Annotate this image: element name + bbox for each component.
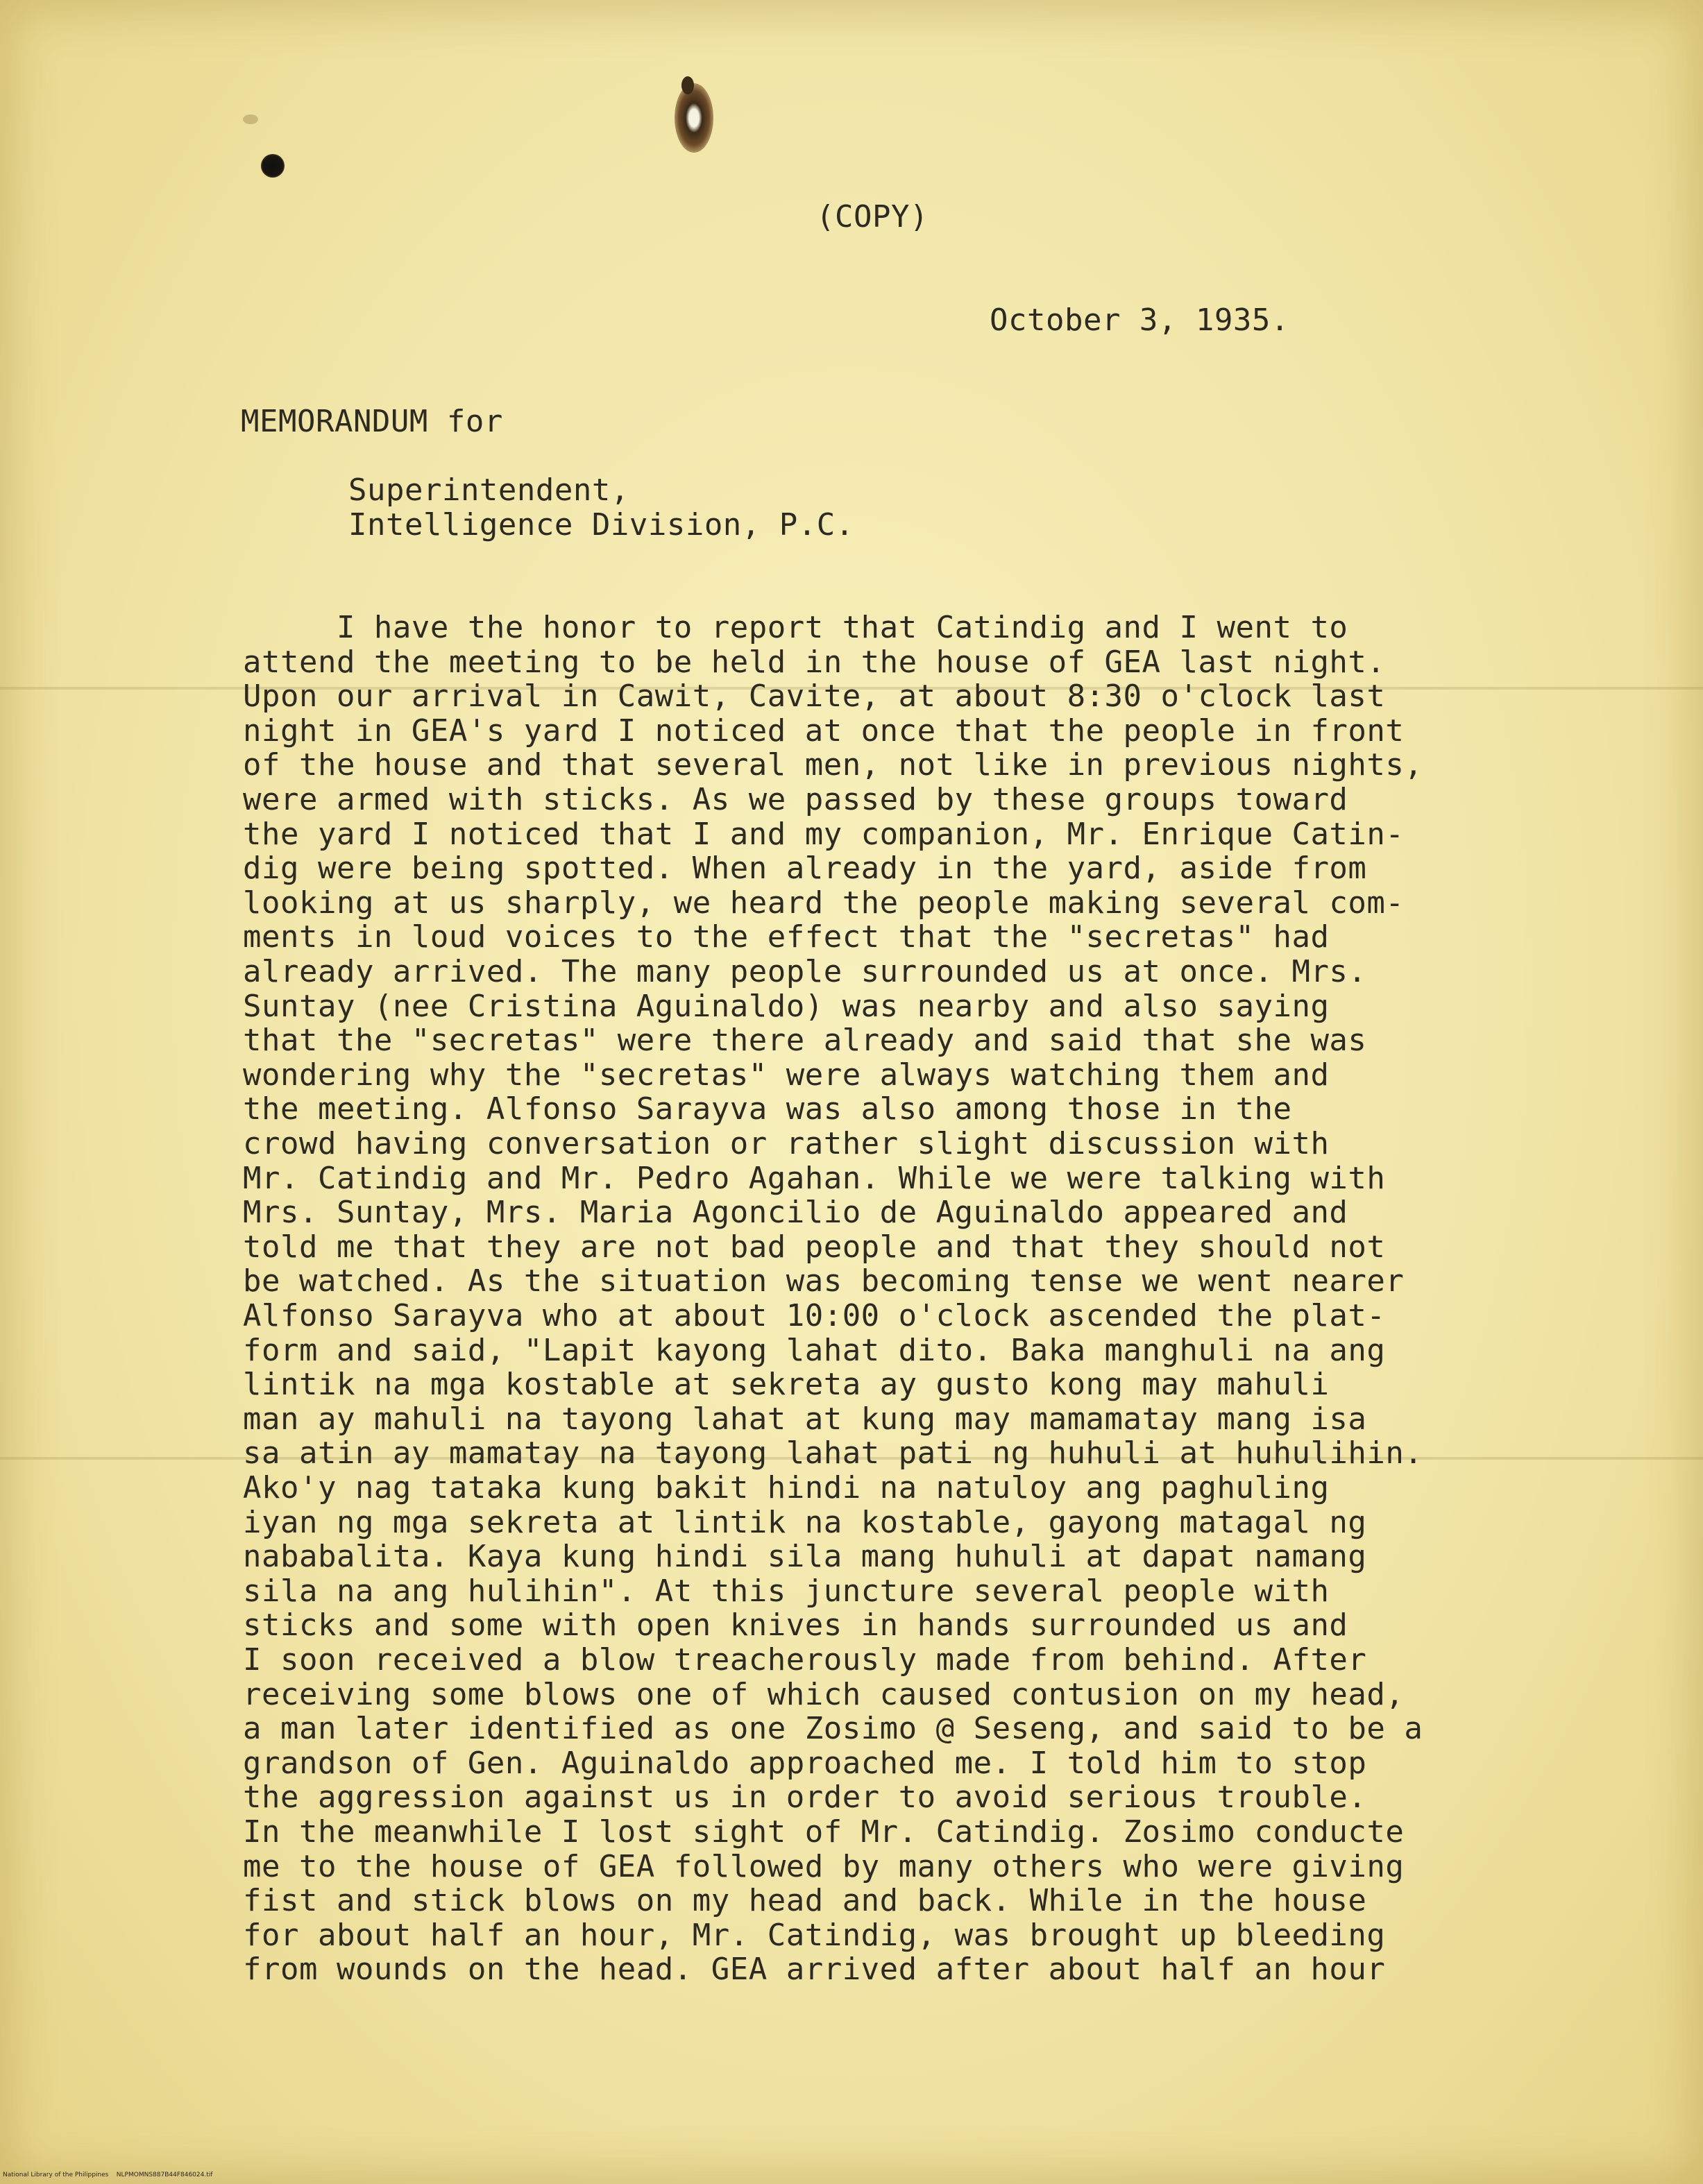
body-text-line: Ako'y nag tataka kung bakit hindi na natuloy ang paghuling [243, 1470, 1330, 1505]
stain-mark [243, 114, 258, 124]
body-text-line: grandson of Gen. Aguinaldo approached me. I told him to stop [243, 1745, 1367, 1781]
body-text-line: of the house and that several men, not like in previous nights, [243, 747, 1423, 783]
body-text-line: Mr. Catindig and Mr. Pedro Agahan. While we were talking with [243, 1160, 1386, 1196]
body-text-line: fist and stick blows on my head and back. While in the house [243, 1883, 1367, 1919]
body-text-line: told me that they are not bad people and that they should not [243, 1229, 1386, 1265]
body-text-line: Mrs. Suntay, Mrs. Maria Agoncilio de Aguinaldo appeared and [243, 1195, 1348, 1231]
body-text-line: wondering why the "secretas" were always watching them and [243, 1057, 1330, 1093]
body-text-line: me to the house of GEA followed by many others who were giving [243, 1848, 1405, 1884]
body-text-line: Alfonso Sarayva who at about 10:00 o'clock ascended the plat- [243, 1298, 1386, 1333]
body-text-line: sa atin ay mamatay na tayong lahat pati ng huhuli at huhulihin. [243, 1435, 1423, 1471]
body-text-line: that the "secretas" were there already and said that she was [243, 1023, 1367, 1059]
body-text-line: dig were being spotted. When already in the yard, aside from [243, 851, 1367, 887]
body-text-line: already arrived. The many people surrounded us at once. Mrs. [243, 954, 1367, 989]
recipient-division: Intelligence Division, P.C. [348, 507, 854, 543]
body-text-line: looking at us sharply, we heard the people making several com- [243, 885, 1405, 921]
body-text-line: ments in loud voices to the effect that the "secretas" had [243, 919, 1330, 955]
body-text-line: from wounds on the head. GEA arrived after about half an hour [243, 1952, 1386, 1988]
body-text-line: attend the meeting to be held in the house of GEA last night. [243, 644, 1386, 680]
body-text-line: for about half an hour, Mr. Catindig, was brought up bleeding [243, 1917, 1386, 1953]
body-text-line: iyan ng mga sekreta at lintik na kostable, gayong matagal ng [243, 1504, 1367, 1540]
memo-date: October 3, 1935. [990, 302, 1289, 338]
body-text-line: sila na ang hulihin". At this juncture several people with [243, 1573, 1330, 1609]
burn-hole [675, 83, 713, 153]
body-text-line: Suntay (nee Cristina Aguinaldo) was nearby and also saying [243, 988, 1330, 1024]
body-text-line: a man later identified as one Zosimo @ Seseng, and said to be a [243, 1711, 1423, 1747]
body-text-line: I soon received a blow treacherously made from behind. After [243, 1642, 1367, 1678]
body-text-line: the aggression against us in order to avoid serious trouble. [243, 1780, 1367, 1816]
body-text-line: Upon our arrival in Cawit, Cavite, at about 8:30 o'clock last [243, 679, 1386, 715]
punch-hole [261, 154, 285, 178]
body-text-line: I have the honor to report that Catindig and I went to [243, 610, 1348, 645]
body-text-line: the yard I noticed that I and my companion, Mr. Enrique Catin- [243, 816, 1405, 852]
archive-stamp: National Library of the Philippines NLPMOMNS887B44F846024.tif [3, 2172, 213, 2178]
body-text-line: receiving some blows one of which caused contusion on my head, [243, 1676, 1405, 1712]
body-text-line: nababalita. Kaya kung hindi sila mang huhuli at dapat namang [243, 1539, 1367, 1575]
body-text-line: sticks and some with open knives in hands surrounded us and [243, 1607, 1348, 1644]
copy-label: (COPY) [816, 199, 929, 234]
body-text-line: be watched. As the situation was becoming tense we went nearer [243, 1263, 1405, 1299]
body-text-line: night in GEA's yard I noticed at once that the people in front [243, 713, 1405, 749]
memo-heading: MEMORANDUM for [241, 404, 503, 439]
body-text-line: crowd having conversation or rather slight discussion with [243, 1126, 1330, 1161]
body-text-line: form and said, "Lapit kayong lahat dito. Baka manghuli na ang [243, 1332, 1386, 1368]
body-text-line: were armed with sticks. As we passed by these groups toward [243, 782, 1348, 817]
body-text-line: man ay mahuli na tayong lahat at kung may mamamatay mang isa [243, 1401, 1367, 1437]
burn-mark [681, 76, 694, 94]
body-text-line: the meeting. Alfonso Sarayva was also among those in the [243, 1091, 1292, 1127]
body-text-line: In the meanwhile I lost sight of Mr. Catindig. Zosimo conducte [243, 1814, 1405, 1850]
recipient-title: Superintendent, [348, 472, 629, 508]
body-text-line: lintik na mga kostable at sekreta ay gusto kong may mahuli [243, 1367, 1330, 1403]
